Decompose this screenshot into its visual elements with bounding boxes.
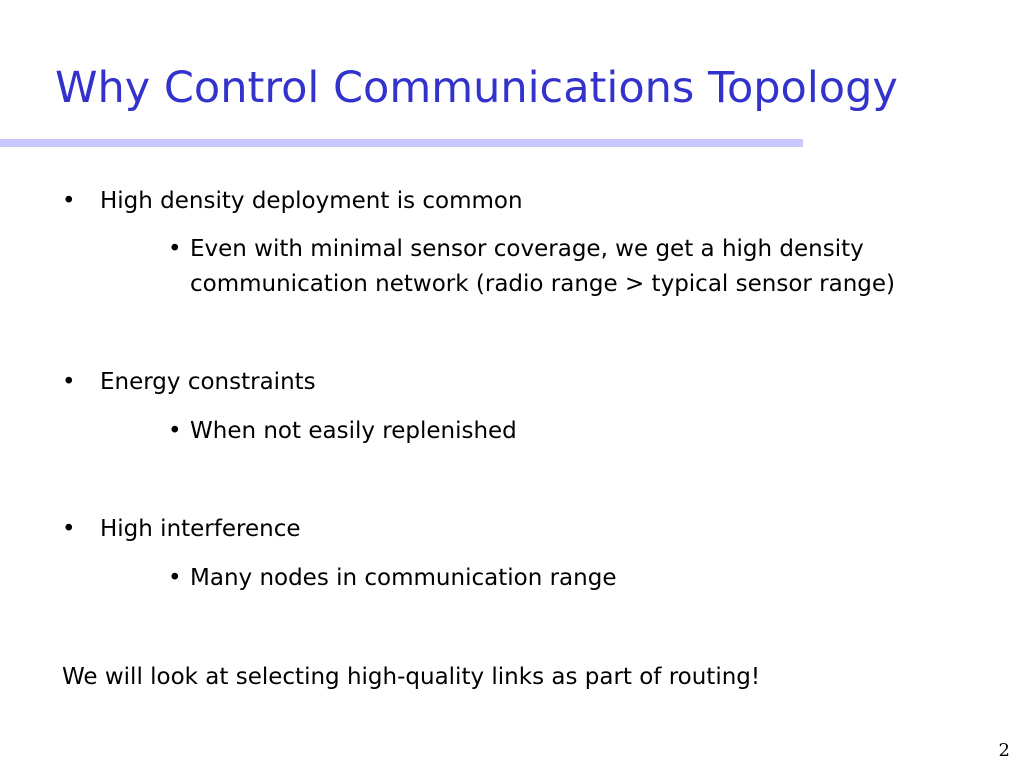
sub-bullet-text: When not easily replenished <box>190 418 517 444</box>
bullet-dot: • <box>62 369 76 395</box>
bullet-text: High interference <box>100 516 301 542</box>
page-number: 2 <box>998 740 1010 761</box>
slide-title: Why Control Communications Topology <box>55 63 898 113</box>
sub-bullet-text: Even with minimal sensor coverage, we get a high density communication network (radio range > typical sensor range) <box>190 236 896 297</box>
closing-statement: We will look at selecting high-quality links as part of routing! <box>62 664 761 690</box>
sub-bullet-dot: • <box>168 418 182 444</box>
sub-bullet-dot: • <box>168 565 182 591</box>
sub-bullet-many-nodes <box>168 561 616 596</box>
bullet-text: High density deployment is common <box>100 188 523 214</box>
bullet-dot: • <box>62 516 76 542</box>
bullet-energy-constraints <box>62 365 316 399</box>
sub-bullet-sensor-coverage <box>168 232 895 302</box>
bullet-dot: • <box>62 188 76 214</box>
bullet-high-interference <box>62 512 301 546</box>
bullet-high-density <box>62 184 523 218</box>
title-underline-rule <box>0 139 803 147</box>
sub-bullet-text: Many nodes in communication range <box>190 565 617 591</box>
sub-bullet-dot: • <box>168 236 182 262</box>
bullet-text: Energy constraints <box>100 369 316 395</box>
sub-bullet-replenished <box>168 414 517 449</box>
